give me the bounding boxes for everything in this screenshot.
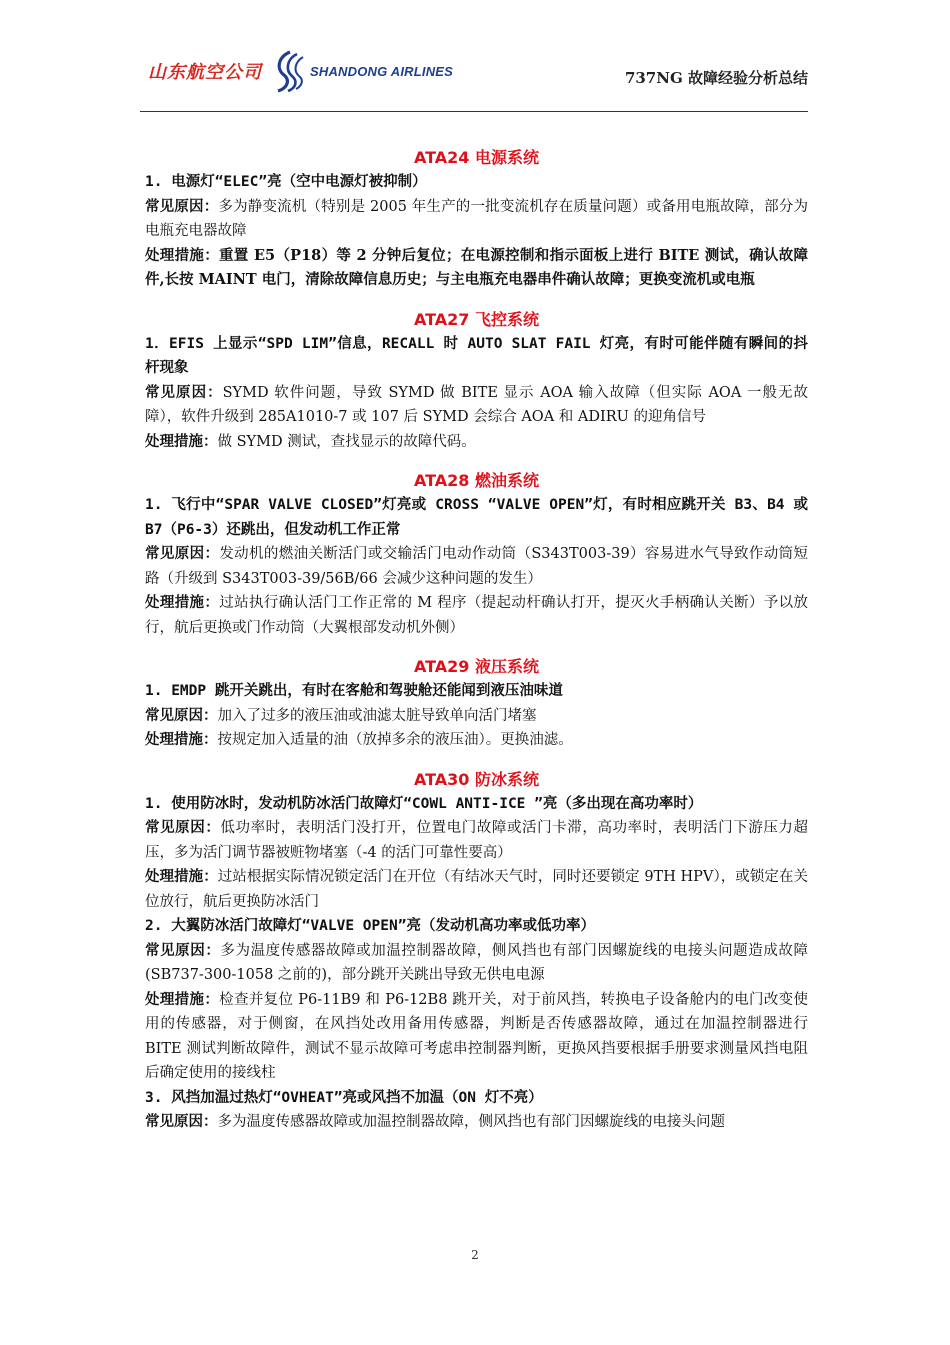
header-divider [140, 111, 808, 112]
cause-text: 加入了过多的液压油或油滤太脏导致单向活门堵塞 [217, 707, 537, 724]
fault-item-title: 1. EMDP 跳开关跳出，有时在客舱和驾驶舱还能闻到液压油味道 [145, 683, 563, 699]
cause-label: 常见原因： [145, 197, 219, 215]
cause-paragraph [145, 1110, 808, 1135]
action-text: 重置 E5（P18）等 2 分钟后复位；在电源控制和指示面板上进行 BITE 测试，确认故障件,长按 MAINT 电门，清除故障信息历史；与主电瓶充电器串件确认故障；更换变流机或电瓶 [145, 246, 808, 288]
action-text: 过站根据实际情况锁定活门在开位（有结冰天气时，同时还要锁定 9TH HPV），或锁定在关位放行，航后更换防冰活门 [145, 869, 808, 910]
action-paragraph [145, 728, 808, 753]
cause-label: 常见原因： [145, 383, 223, 401]
section-ata27 [145, 308, 808, 455]
cause-text: 低功率时，表明活门没打开，位置电门故障或活门卡滞，高功率时，表明活门下游压力超压，多为活门调节器被赃物堵塞（-4 的活门可靠性要高） [145, 820, 809, 861]
section-ata24 [145, 146, 808, 293]
action-paragraph [145, 244, 808, 293]
action-text: 过站执行确认活门工作正常的 M 程序（提起动杆确认打开，提灭火手柄确认关断）予以放行，航后更换或门作动筒（大翼根部发动机外侧） [145, 595, 809, 636]
action-label: 处理措施： [145, 594, 220, 611]
cause-paragraph [145, 939, 808, 988]
cause-text: 多为温度传感器故障或加温控制器故障，侧风挡也有部门因螺旋线的电接头问题造成故障(SB737-300-1058 之前的)，部分跳开关跳出导致无供电电源 [145, 942, 809, 983]
section-title: ATA29 液压系统 [413, 657, 540, 676]
airline-logo [148, 48, 453, 94]
action-label: 处理措施： [145, 990, 220, 1008]
cause-text: 多为静变流机（特别是 2005 年生产的一批变流机存在质量问题）或备用电瓶故障，部分为电瓶充电器故障 [145, 198, 808, 239]
cause-text: SYMD 软件问题，导致 SYMD 做 BITE 显示 AOA 输入故障（但实际 AOA 一般无故障），软件升级到 285A1010-7 或 107 后 SYMD 会综合 AOA 和 ADIRU 的迎角信号 [145, 384, 808, 425]
action-paragraph [145, 865, 808, 914]
section-ata28 [145, 469, 808, 640]
cause-label: 常见原因： [145, 1113, 218, 1130]
section-title: ATA28 燃油系统 [413, 471, 540, 490]
fault-item-title: 1. 使用防冰时，发动机防冰活门故障灯“COWL ANTI-ICE ”亮（多出现在高功率时） [145, 795, 703, 812]
cause-paragraph [145, 816, 808, 865]
cause-text: 发动机的燃油关断活门或交输活门电动作动筒（S343T003-39）容易进水气导致作动筒短路（升级到 S343T003-39/56B/66 会减少这种问题的发生） [145, 546, 809, 587]
cause-paragraph [145, 195, 808, 244]
cause-label: 常见原因： [145, 545, 220, 562]
action-text: 按规定加入适量的油（放掉多余的液压油）。更换油滤。 [217, 732, 573, 748]
document-title: 737NG 故障经验分析总结 [624, 69, 808, 87]
section-title: ATA27 飞控系统 [413, 309, 540, 329]
section-title: ATA30 防冰系统 [413, 769, 540, 789]
section-ata30 [145, 768, 808, 1135]
cause-label: 常见原因： [145, 706, 218, 724]
cause-paragraph [145, 542, 808, 591]
page-header [140, 48, 808, 110]
airline-emblem-icon [266, 49, 308, 93]
action-label: 处理措施： [145, 731, 218, 748]
cause-text: 多为温度传感器故障或加温控制器故障，侧风挡也有部门因螺旋线的电接头问题 [217, 1114, 725, 1130]
action-paragraph [145, 430, 808, 455]
action-text: 检查并复位 P6-11B9 和 P6-12B8 跳开关，对于前风挡，转换电子设备舱内的电门改变使用的传感器，对于侧窗，在风挡处改用备用传感器，判断是否传感器故障，通过在加温控制器进行 BITE 测试判断故障件，测试不显示故障可考虑串控制器判断，更换风挡要根据手册要求测量风挡电阻后确定使用的接线柱 [145, 991, 809, 1081]
cause-paragraph [145, 381, 808, 430]
fault-item-title: 3. 风挡加温过热灯“OVHEAT”亮或风挡不加温（ON 灯不亮） [145, 1089, 543, 1106]
fault-item-title: 1. 电源灯“ELEC”亮（空中电源灯被抑制） [145, 174, 427, 190]
document-body [145, 138, 808, 1135]
fault-item-title: 1．EFIS 上显示“SPD LIM”信息，RECALL 时 AUTO SLAT FAIL 灯亮，有时可能伴随有瞬间的抖杆现象 [145, 335, 808, 376]
action-text: 做 SYMD 测试，查找显示的故障代码。 [217, 433, 476, 450]
action-paragraph [145, 988, 808, 1086]
logo-chinese-name: 山东航空公司 [148, 62, 262, 83]
cause-paragraph [145, 704, 808, 729]
cause-label: 常见原因： [145, 941, 221, 959]
logo-english-name: SHANDONG AIRLINES [310, 63, 454, 79]
page-number: 2 [471, 1248, 479, 1262]
action-label: 处理措施： [145, 868, 218, 885]
fault-item-title: 2. 大翼防冰活门故障灯“VALVE OPEN”亮（发动机高功率或低功率） [145, 918, 595, 934]
action-paragraph [145, 591, 808, 640]
action-label: 处理措施： [145, 246, 219, 264]
fault-item-title: 1. 飞行中“SPAR VALVE CLOSED”灯亮或 CROSS “VALVE OPEN”灯，有时相应跳开关 B3、B4 或 B7（P6-3）还跳出，但发动机工作正常 [145, 497, 808, 538]
cause-label: 常见原因： [145, 819, 221, 836]
action-label: 处理措施： [145, 432, 218, 450]
section-title: ATA24 电源系统 [413, 148, 540, 167]
section-ata29 [145, 655, 808, 753]
